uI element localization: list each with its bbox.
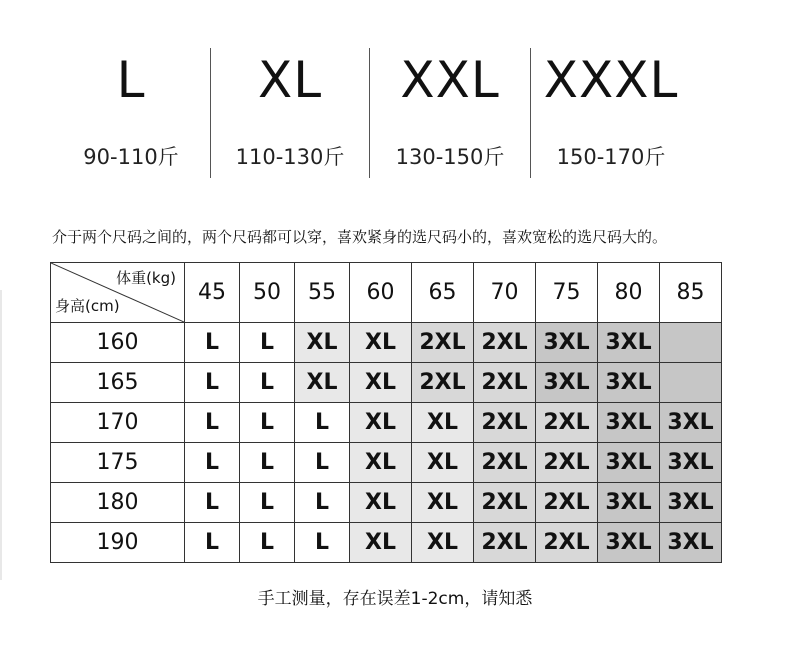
left-edge-line	[0, 290, 2, 580]
size-cell: XL	[412, 403, 474, 443]
size-cell: L	[185, 323, 240, 363]
table-row	[51, 443, 722, 483]
size-cell: 3XL	[536, 323, 598, 363]
size-cell: XL	[295, 323, 350, 363]
size-cell: 3XL	[598, 443, 660, 483]
size-cell: 3XL	[660, 523, 722, 563]
size-range: 150-170斤	[556, 145, 666, 169]
size-cell: L	[240, 483, 295, 523]
size-cell: 3XL	[598, 363, 660, 403]
table-row	[51, 403, 722, 443]
size-l	[52, 40, 210, 180]
weight-header: 65	[412, 263, 474, 323]
height-header: 160	[51, 323, 185, 363]
size-xxxl	[531, 40, 691, 180]
table-row	[51, 483, 722, 523]
size-cell: L	[185, 483, 240, 523]
weight-header: 45	[185, 263, 240, 323]
size-cell: L	[185, 403, 240, 443]
size-cell: L	[240, 443, 295, 483]
height-header: 175	[51, 443, 185, 483]
weight-header: 60	[350, 263, 412, 323]
height-axis-label: 身高(cm)	[55, 297, 120, 315]
size-cell: 2XL	[474, 443, 536, 483]
size-cell: 2XL	[536, 403, 598, 443]
size-cell: L	[295, 443, 350, 483]
size-cell: 3XL	[536, 363, 598, 403]
size-cell: L	[185, 523, 240, 563]
size-cell: 2XL	[536, 443, 598, 483]
weight-header: 50	[240, 263, 295, 323]
size-label: XXXL	[543, 51, 679, 109]
footer-note: 手工测量，存在误差1-2cm，请知悉	[257, 589, 533, 609]
size-cell: XL	[350, 403, 412, 443]
size-cell: 2XL	[474, 403, 536, 443]
size-cell	[660, 323, 722, 363]
table-body	[51, 263, 722, 563]
size-cell: XL	[412, 443, 474, 483]
size-cell: XL	[295, 363, 350, 403]
size-cell: 3XL	[660, 483, 722, 523]
size-range: 90-110斤	[83, 145, 179, 169]
size-cell: L	[240, 323, 295, 363]
size-cell: 2XL	[474, 363, 536, 403]
size-cell: L	[295, 403, 350, 443]
height-header: 180	[51, 483, 185, 523]
size-header	[52, 40, 724, 180]
size-cell: 2XL	[536, 483, 598, 523]
size-cell: L	[185, 363, 240, 403]
corner-cell	[51, 263, 185, 323]
weight-header: 80	[598, 263, 660, 323]
size-cell: L	[240, 523, 295, 563]
weight-header: 55	[295, 263, 350, 323]
size-label: XXL	[400, 51, 500, 109]
size-cell: 3XL	[598, 483, 660, 523]
size-cell: L	[185, 443, 240, 483]
size-cell: 3XL	[598, 403, 660, 443]
size-cell: XL	[350, 483, 412, 523]
size-cell: 2XL	[412, 323, 474, 363]
size-xl	[211, 40, 369, 180]
table-row	[51, 323, 722, 363]
size-cell: XL	[350, 323, 412, 363]
table-row	[51, 363, 722, 403]
size-cell: XL	[350, 443, 412, 483]
size-label: XL	[257, 51, 323, 109]
size-cell: 2XL	[474, 483, 536, 523]
size-xxl	[370, 40, 530, 180]
size-range: 130-150斤	[395, 145, 505, 169]
size-cell: 3XL	[660, 403, 722, 443]
fit-note: 介于两个尺码之间的，两个尺码都可以穿，喜欢紧身的选尺码小的，喜欢宽松的选尺码大的。	[52, 228, 668, 246]
size-cell: 2XL	[536, 523, 598, 563]
size-table	[50, 262, 722, 563]
height-header: 165	[51, 363, 185, 403]
weight-header: 70	[474, 263, 536, 323]
size-cell: 3XL	[598, 523, 660, 563]
size-range: 110-130斤	[235, 145, 345, 169]
size-cell: 3XL	[660, 443, 722, 483]
size-cell: 2XL	[474, 523, 536, 563]
height-header: 170	[51, 403, 185, 443]
size-cell: 2XL	[412, 363, 474, 403]
size-cell: L	[240, 403, 295, 443]
header-row	[51, 263, 722, 323]
weight-axis-label: 体重(kg)	[116, 269, 176, 287]
size-cell: XL	[412, 483, 474, 523]
size-cell: L	[295, 483, 350, 523]
size-cell: XL	[412, 523, 474, 563]
size-cell	[660, 363, 722, 403]
size-cell: XL	[350, 363, 412, 403]
size-cell: L	[240, 363, 295, 403]
size-cell: L	[295, 523, 350, 563]
size-cell: XL	[350, 523, 412, 563]
height-header: 190	[51, 523, 185, 563]
size-cell: 3XL	[598, 323, 660, 363]
size-cell: 2XL	[474, 323, 536, 363]
weight-header: 85	[660, 263, 722, 323]
table-row	[51, 523, 722, 563]
weight-header: 75	[536, 263, 598, 323]
size-label: L	[116, 51, 146, 109]
